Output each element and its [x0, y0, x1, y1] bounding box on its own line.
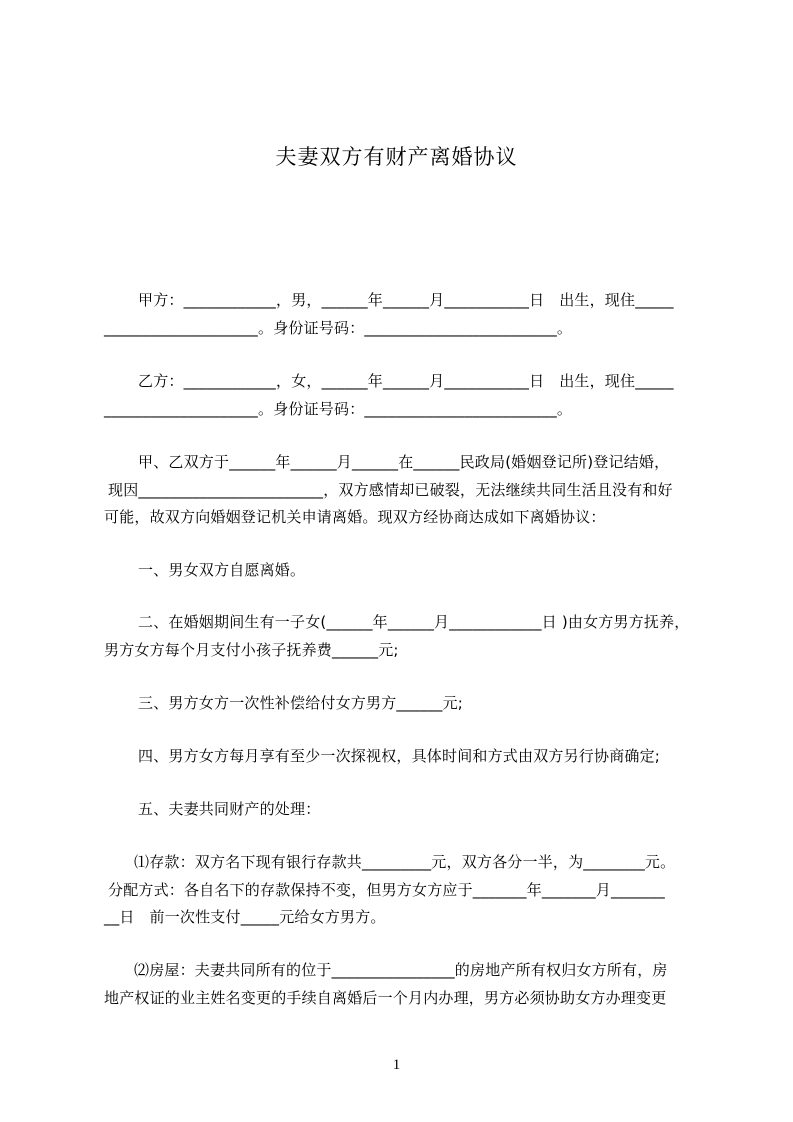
clause-2-line-1: 二、在婚姻期间生有一子女(______年______月____________日 )由女方男方抚养，: [138, 613, 690, 631]
intro-paragraph-line-3: 可能，故双方向婚姻登记机关申请离婚。现双方经协商达成如下离婚协议：: [104, 508, 606, 526]
intro-paragraph-line-1: 甲、乙双方于______年______月______在______民政局(婚姻登记所)登记结婚，: [138, 453, 670, 471]
deposit-line-2: 分配方式：各自名下的存款保持不变，但男方女方应于_______年_______月_______: [108, 881, 665, 899]
clause-5-heading: 五、夫妻共同财产的处理：: [138, 800, 321, 818]
clause-2-line-2: 男方女方每个月支付小孩子抚养费______元;: [104, 641, 399, 659]
deposit-line-1: ⑴存款：双方名下现有银行存款共_________元，双方各分一半，为________元。: [134, 853, 676, 871]
clause-3: 三、男方女方一次性补偿给付女方男方______元;: [138, 694, 464, 712]
intro-paragraph-line-2: 现因________________________，双方感情却已破裂，无法继续共同生活且没有和好: [108, 481, 673, 499]
house-line-1: ⑵房屋：夫妻共同所有的位于________________的房地产所有权归女方所有，房: [134, 961, 668, 979]
document-title: 夫妻双方有财产离婚协议: [275, 145, 518, 169]
clause-1: 一、男女双方自愿离婚。: [138, 561, 306, 579]
party-b-line-2: ____________________。身份证号码：_________________________。: [104, 400, 573, 418]
deposit-line-3: __日 前一次性支付_____元给女方男方。: [104, 908, 386, 926]
page-number: 1: [392, 1057, 401, 1073]
clause-4: 四、男方女方每月享有至少一次探视权，具体时间和方式由双方另行协商确定;: [138, 747, 661, 765]
party-a-line-2: ____________________。身份证号码：_________________________。: [104, 319, 573, 337]
house-line-2: 地产权证的业主姓名变更的手续自离婚后一个月内办理，男方必须协助女方办理变更: [104, 989, 667, 1007]
party-a-line-1: 甲方：____________，男，______年______月___________日 出生，现住_____: [138, 291, 674, 309]
party-b-line-1: 乙方：____________，女，______年______月___________日 出生，现住_____: [138, 372, 674, 390]
